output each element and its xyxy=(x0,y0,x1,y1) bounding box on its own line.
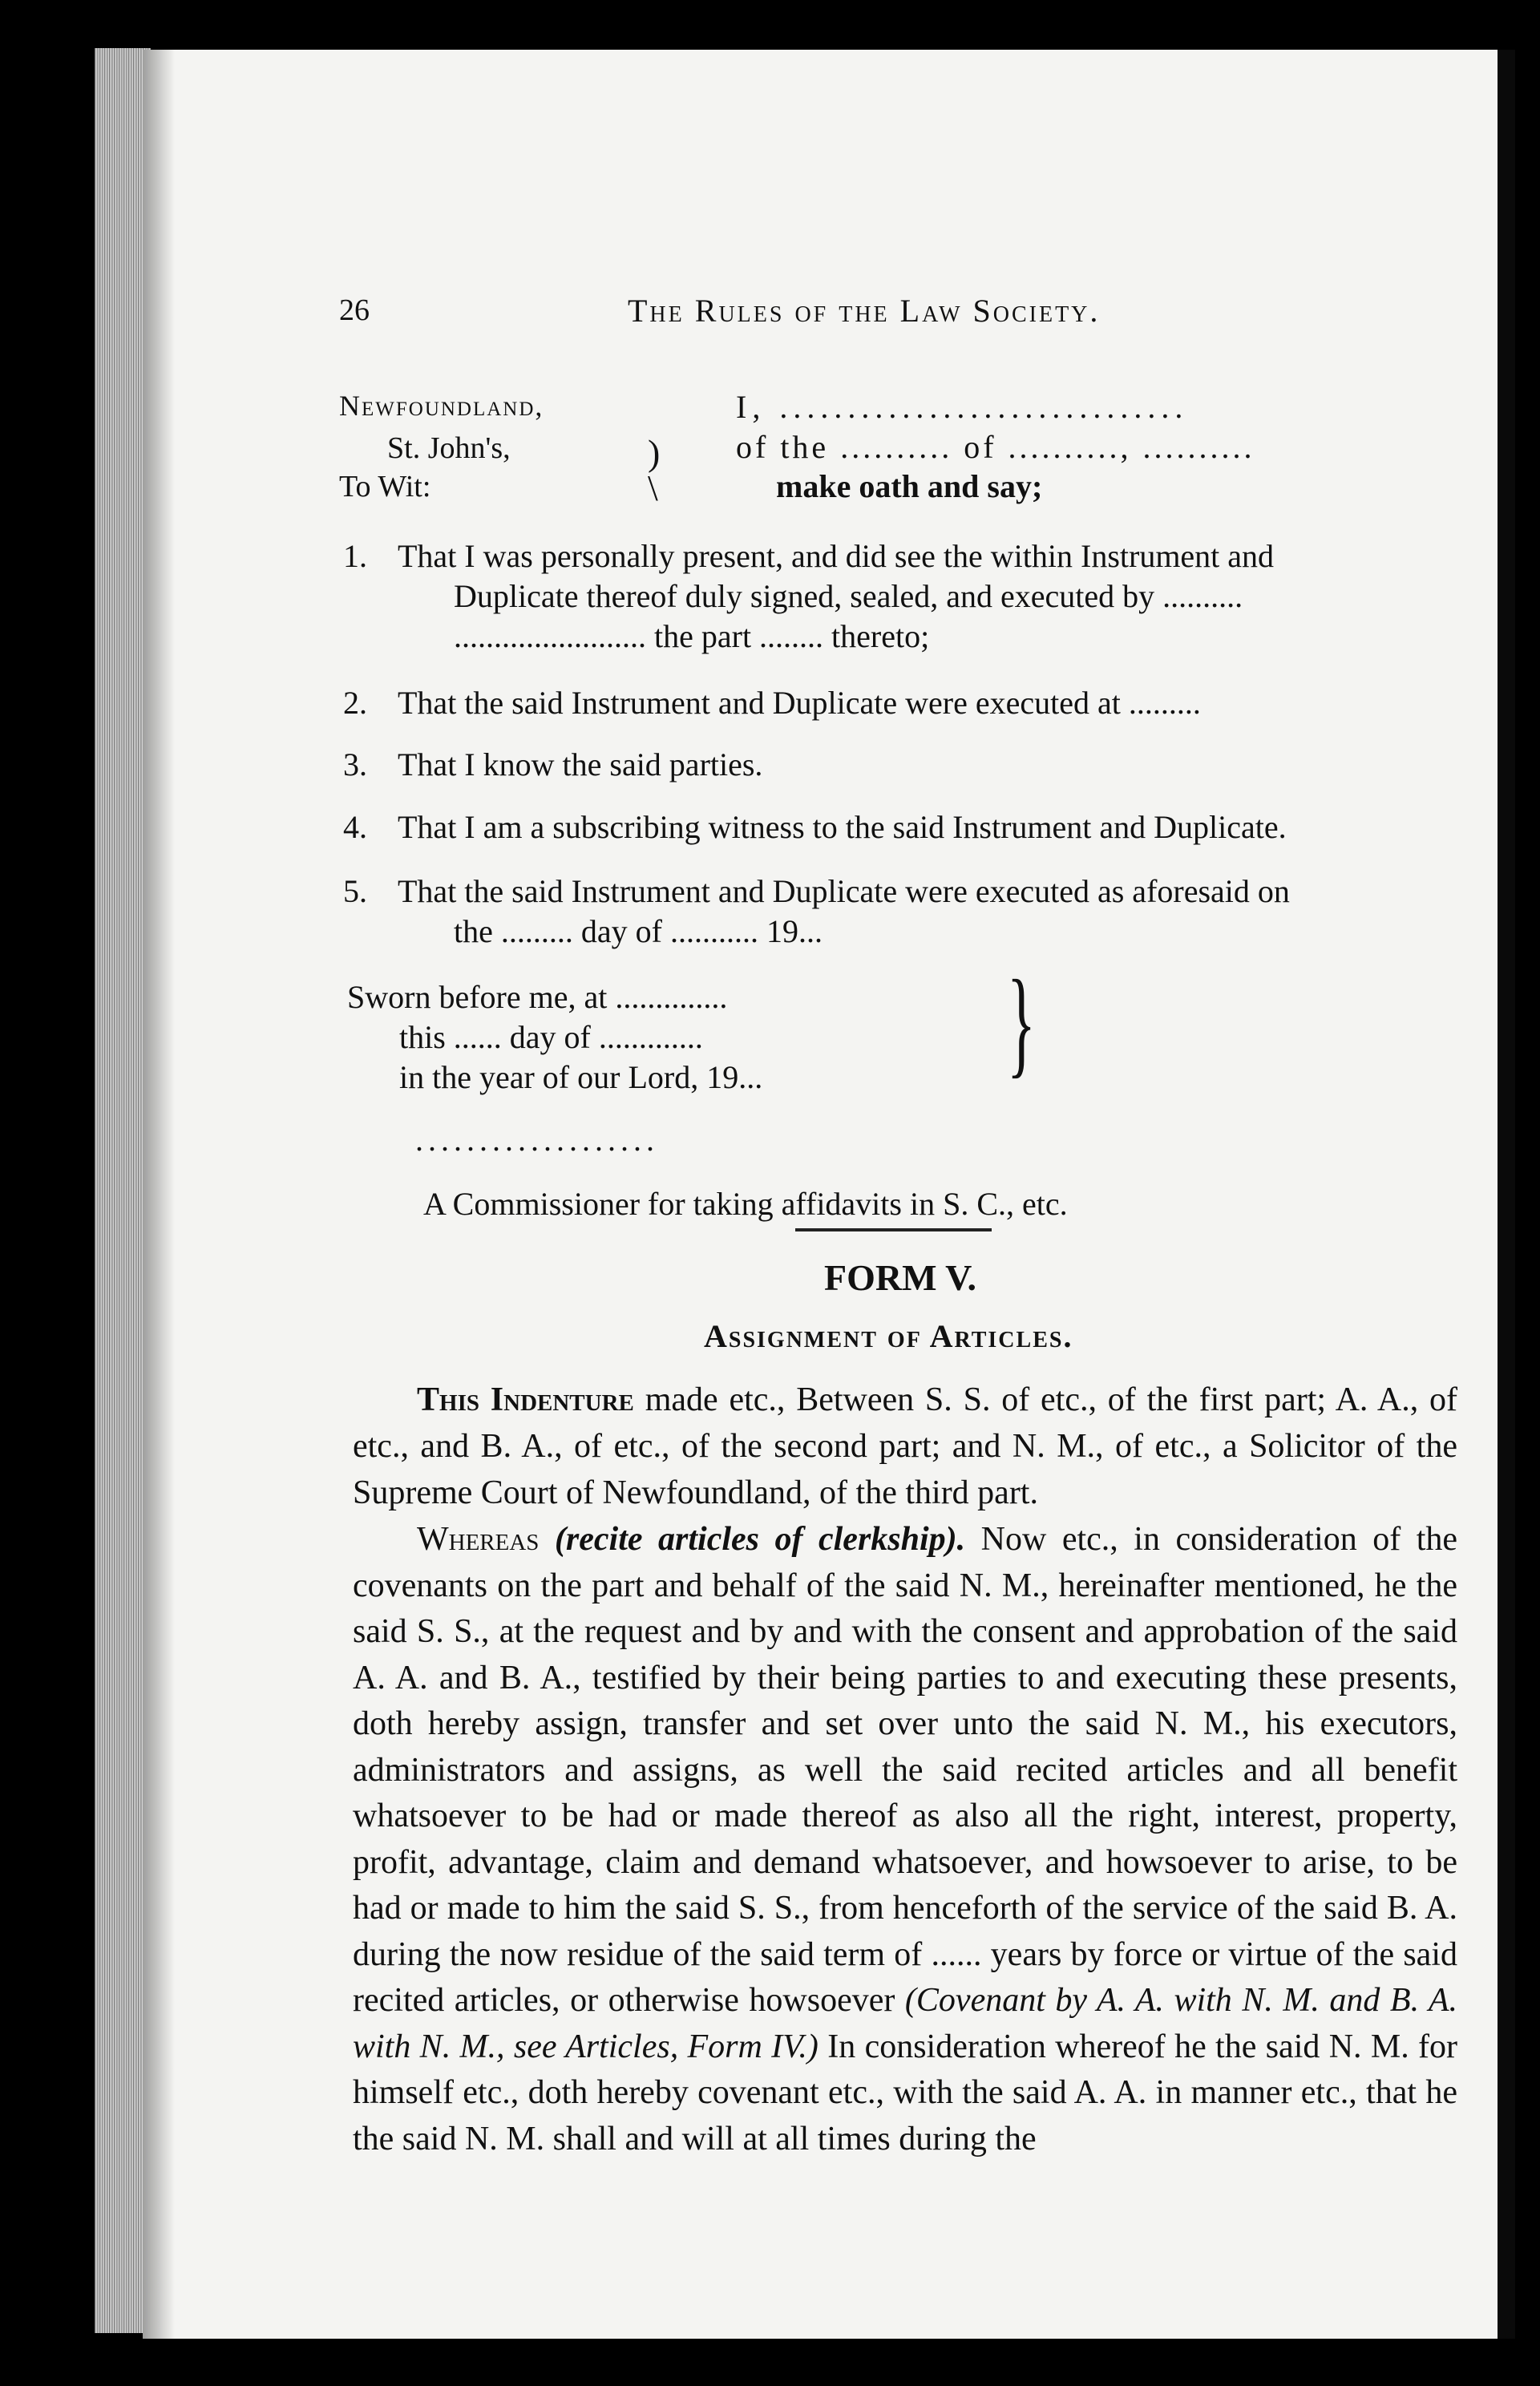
clause-3-num: 3. xyxy=(343,746,367,783)
venue-bracket-bottom: \ xyxy=(648,467,658,508)
clause-3-text-1: That I know the said parties. xyxy=(398,746,763,783)
clause-1-num: 1. xyxy=(343,538,367,574)
oath-line-2: of the .......... of .........., .......... xyxy=(736,429,1255,465)
commissioner-line: A Commissioner for taking affidavits in S. C., etc. xyxy=(423,1186,1068,1222)
venue-bracket-top: ) xyxy=(648,432,661,473)
sworn-line-2: this ...... day of ............. xyxy=(399,1019,703,1055)
form-title: FORM V. xyxy=(824,1257,976,1298)
running-title: The Rules of the Law Society. xyxy=(628,293,1101,329)
sworn-line-3: in the year of our Lord, 19... xyxy=(399,1059,763,1095)
paragraph-2-lead: Whereas xyxy=(417,1521,540,1558)
form-subtitle: Assignment of Articles. xyxy=(704,1318,1073,1354)
oath-line-3: make oath and say; xyxy=(776,468,1043,504)
paragraph-1-lead: This Indenture xyxy=(417,1381,634,1418)
venue-line-2: St. John's, xyxy=(387,431,511,465)
venue-line-3: To Wit: xyxy=(339,470,431,503)
clause-5-text-2: the ......... day of ........... 19... xyxy=(454,913,823,949)
clause-1-text-2: Duplicate thereof duly signed, sealed, and executed by .......... xyxy=(454,578,1243,614)
spine-shadow xyxy=(143,50,175,2339)
clause-4-text-1: That I am a subscribing witness to the said Instrument and Duplicate. xyxy=(398,809,1287,845)
form-paragraph-1 xyxy=(353,1377,1457,1516)
paragraph-2-italic-2: (Covenant by A. A. with N. M. and B. A. with N. M., see Articles, Form IV.) xyxy=(353,1982,1458,2065)
venue-line-1: Newfoundland, xyxy=(339,390,544,422)
clause-5-text-1: That the said Instrument and Duplicate were executed as aforesaid on xyxy=(398,873,1290,909)
document-page xyxy=(143,50,1498,2339)
paragraph-2-text: Now etc., in consideration of the covenants on the part and behalf of the said N. M., hereinafter mentioned, he the said S. S., at the request and by and with the consent and approbation of the said A. A. and B. A., testified by their being parties to and executing these presents, doth hereby assign, transfer and set over unto the said N. M., his executors, administrators and assigns, as well the said recited articles and all benefit whatsoever to be had or made thereof as also all the right, interest, property, profit, advantage, claim and demand whatsoever, and howsoever to arise, to be had or made to him the said S. S., from henceforth of the service of the said B. A. during the now residue of the said term of ...... years by force or virtue of the said recited articles, or otherwise howsoever xyxy=(353,1521,1457,2019)
clause-4-num: 4. xyxy=(343,809,367,845)
paragraph-2-end: In consideration whereof he the said N. M. for himself etc., doth hereby covenant etc., with the said A. A. in manner etc., that he the said N. M. shall and will at all times during the xyxy=(353,2028,1458,2158)
clause-5-num: 5. xyxy=(343,873,367,909)
paragraph-1-text: made etc., Between S. S. of etc., of the first part; A. A., of etc., and B. A., of etc., of the second part; and N. M., of etc., a Solicitor of the Supreme Court of Newfoundland, of the third part. xyxy=(353,1381,1458,1511)
paragraph-2-italic: (recite articles of clerkship). xyxy=(554,1521,966,1558)
clause-1-text-3: ........................ the part ........ thereto; xyxy=(454,618,930,654)
clause-2-text-1: That the said Instrument and Duplicate were executed at ......... xyxy=(398,685,1201,721)
page-number: 26 xyxy=(339,293,370,327)
sworn-brace: } xyxy=(1007,956,1036,1089)
sworn-line-1: Sworn before me, at .............. xyxy=(347,979,728,1015)
clause-1-text-1: That I was personally present, and did see the within Instrument and xyxy=(398,538,1275,574)
oath-line-1: I, .............................. xyxy=(736,389,1189,425)
right-margin-shadow xyxy=(1498,50,1515,2339)
form-paragraph-2 xyxy=(353,1517,1457,2162)
section-rule xyxy=(795,1228,992,1231)
signature-dots: ................... xyxy=(415,1122,659,1158)
clause-2-num: 2. xyxy=(343,685,367,721)
